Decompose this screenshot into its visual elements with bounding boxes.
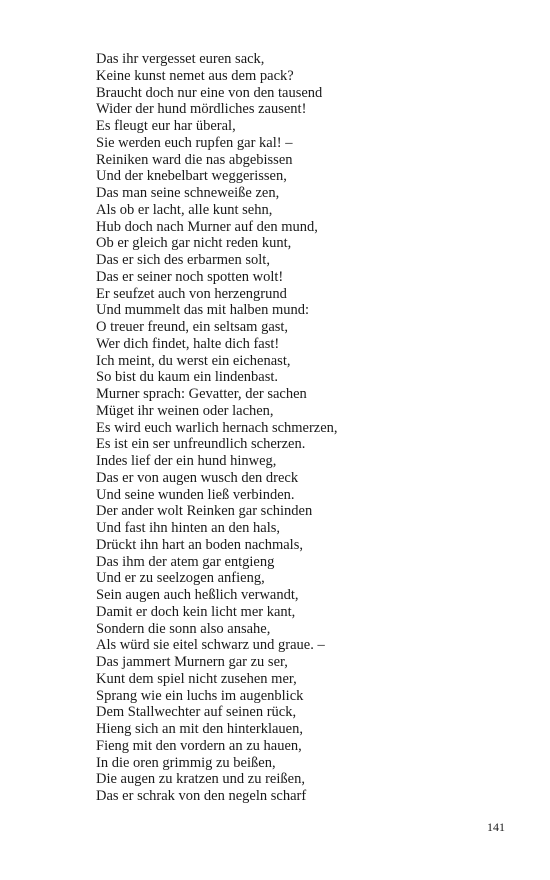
poem-line: In die oren grimmig zu beißen, (96, 754, 276, 771)
poem-line: Dem Stallwechter auf seinen rück, (96, 704, 297, 721)
poem-line: So bist du kaum ein lindenbast. (96, 369, 279, 386)
poem-line: Hieng sich an mit den hinterklauen, (96, 721, 303, 737)
poem-line: Das er sich des erbarmen solt, (96, 252, 270, 268)
poem-line: Und er zu seelzogen anfieng, (96, 570, 265, 587)
poem-line: Das er von augen wusch den dreck (96, 469, 299, 486)
poem-line: Sein augen auch heßlich verwandt, (96, 587, 299, 603)
poem-line: Der ander wolt Reinken gar schinden (96, 503, 313, 520)
poem-line: Sprang wie ein luchs im augenblick (96, 687, 304, 704)
poem-line: Damit er doch kein licht mer kant, (96, 603, 296, 620)
poem-line: Es ist ein ser unfreundlich scherzen. (96, 436, 306, 453)
poem-line: Es fleugt eur har überal, (96, 118, 236, 134)
poem-line: Murner sprach: Gevatter, der sachen (96, 386, 307, 402)
poem-line: Keine kunst nemet aus dem pack? (96, 67, 294, 84)
poem-line: Wer dich findet, halte dich fast! (96, 335, 280, 352)
poem-line: Und fast ihn hinten an den hals, (96, 520, 281, 536)
poem-line: Das jammert Murnern gar zu ser, (96, 654, 288, 670)
poem-line: Das er seiner noch spotten wolt! (96, 268, 284, 285)
poem-line: Braucht doch nur eine von den tausend (96, 84, 323, 101)
poem-line: Und der knebelbart weggerissen, (96, 168, 287, 185)
poem-line: Sie werden euch rupfen gar kal! – (96, 134, 293, 151)
poem-line: Das man seine schneweiße zen, (96, 185, 280, 201)
poem-line: Drückt ihn hart an boden nachmals, (96, 536, 303, 553)
poem-line: Sondern die sonn also ansahe, (96, 620, 271, 637)
poem-line: Fieng mit den vordern an zu hauen, (96, 737, 302, 754)
poem-line: Als würd sie eitel schwarz und graue. – (96, 637, 325, 654)
poem-line: Das er schrak von den negeln scharf (96, 788, 307, 804)
poem-line: Das ihm der atem gar entgieng (96, 553, 275, 570)
poem-line: Ob er gleich gar nicht reden kunt, (96, 235, 292, 252)
poem-line: O treuer freund, ein seltsam gast, (96, 319, 289, 335)
poem-line: Wider der hund mördliches zausent! (96, 101, 307, 118)
poem-line: Hub doch nach Murner auf den mund, (96, 218, 318, 235)
poem-line: Ich meint, du werst ein eichenast, (96, 352, 291, 369)
poem-line: Das ihr vergesset euren sack, (96, 51, 265, 67)
poem-line: Er seufzet auch von herzengrund (96, 285, 287, 302)
poem-line: Und seine wunden ließ verbinden. (96, 486, 295, 503)
page-number: 141 (487, 820, 505, 834)
poem-line: Und mummelt das mit halben mund: (96, 302, 310, 319)
poem-line: Die augen zu kratzen und zu reißen, (96, 771, 305, 788)
poem-line: Als ob er lacht, alle kunt sehn, (96, 201, 273, 218)
poem-line: Indes lief der ein hund hinweg, (96, 453, 277, 469)
poem-text (96, 51, 338, 805)
poem-line: Reiniken ward die nas abgebissen (96, 151, 293, 168)
poem-line: Es wird euch warlich hernach schmerzen, (96, 419, 338, 436)
poem-line: Kunt dem spiel nicht zusehen mer, (96, 670, 297, 687)
poem-line: Müget ihr weinen oder lachen, (96, 402, 274, 419)
